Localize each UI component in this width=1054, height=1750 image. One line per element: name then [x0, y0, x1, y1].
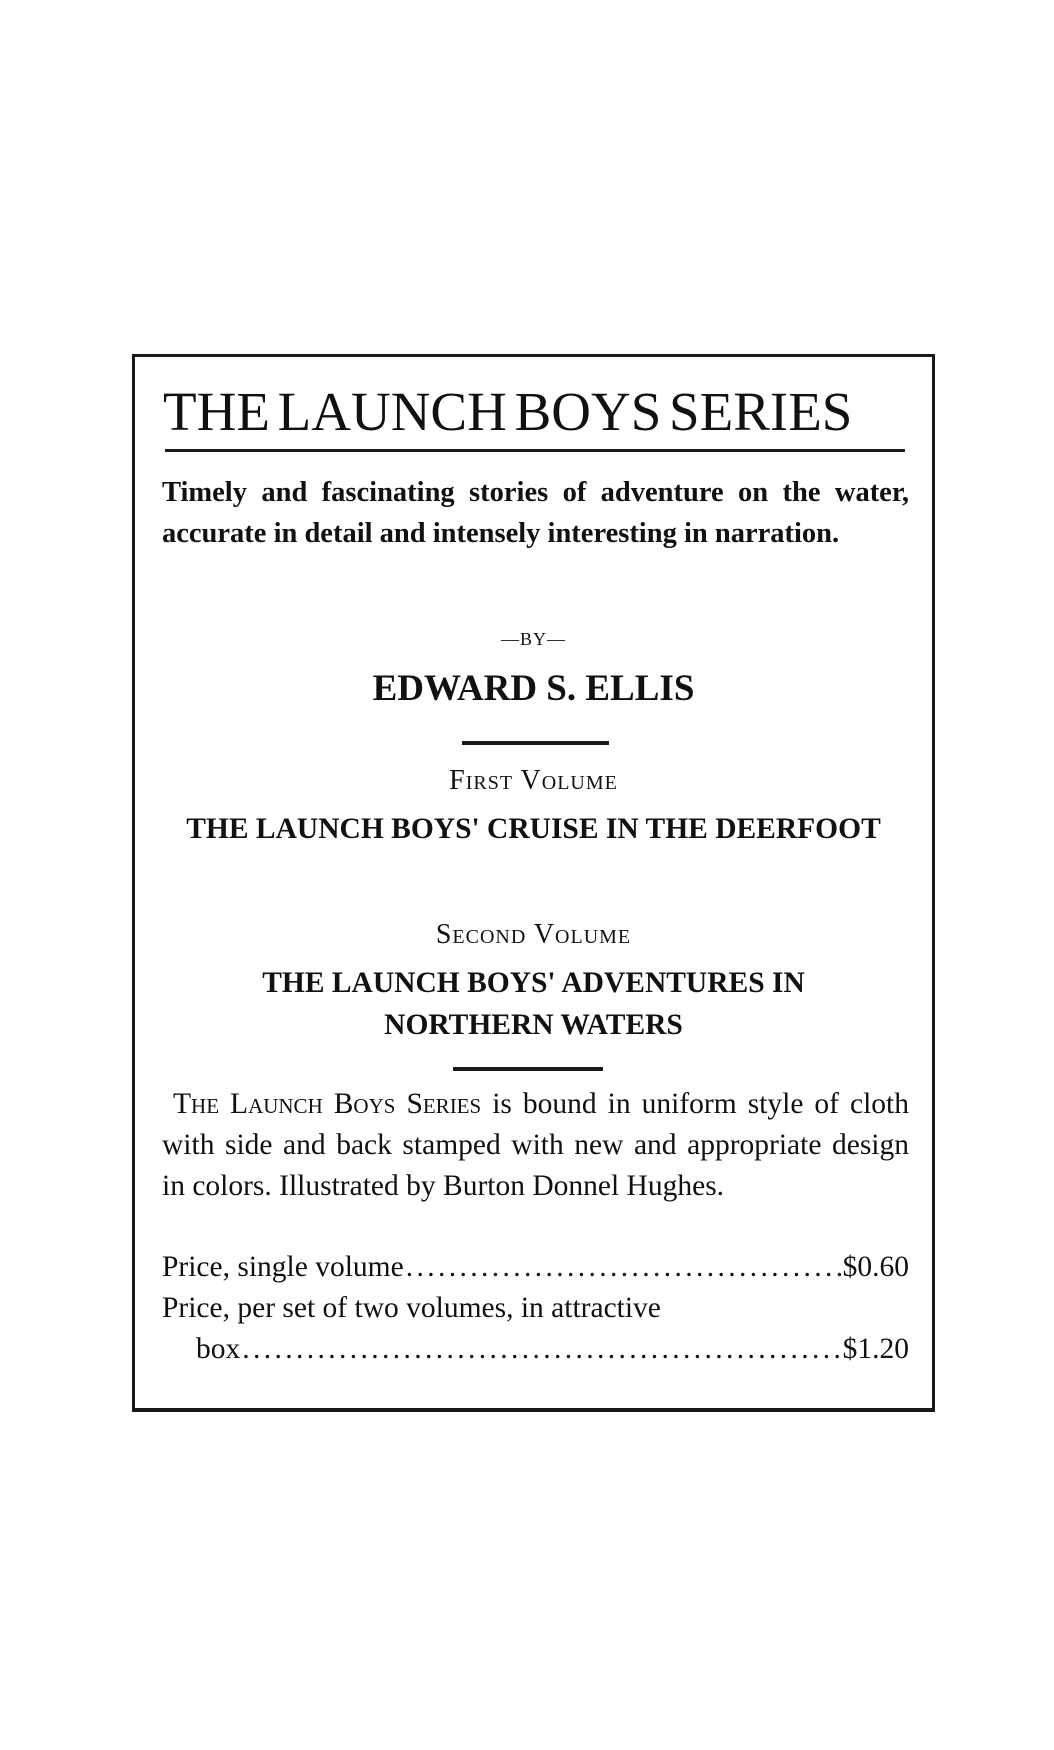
- series-name: The Launch Boys Series: [173, 1088, 482, 1120]
- price-set-label-line: Price, per set of two volumes, in attractive: [162, 1292, 661, 1324]
- dot-leader: [242, 1329, 840, 1370]
- price-single-label: Price, single volume: [162, 1251, 404, 1283]
- volume-title: THE LAUNCH BOYS' CRUISE IN THE DEERFOOT: [186, 813, 881, 845]
- author-name: EDWARD S. ELLIS: [372, 668, 695, 709]
- dot-leader: [406, 1247, 841, 1288]
- price-single-row: [162, 1247, 909, 1288]
- price-list: [162, 1247, 909, 1370]
- by-line: —BY—: [500, 629, 566, 649]
- volume-label: Second Volume: [435, 919, 632, 950]
- binding-description: [162, 1084, 909, 1207]
- divider-rule: [462, 741, 609, 745]
- price-set-label: box: [196, 1333, 241, 1365]
- series-title: THE LAUNCH BOYS SERIES: [163, 381, 853, 442]
- volume-title: THE LAUNCH BOYS' ADVENTURES IN NORTHERN WATERS: [262, 967, 805, 1041]
- divider-rule: [453, 1067, 603, 1071]
- volume-label: First Volume: [449, 765, 618, 796]
- binding-text: is bound in uniform style of cloth with side and back stamped with new and appropriate design in colors. Illustrated by Burton Donnel Hughes.: [162, 1088, 909, 1202]
- price-set-value: $1.20: [842, 1333, 909, 1365]
- series-description: Timely and fascinating stories of adventure on the water, accurate in detail and intensely interesting in narration.: [162, 477, 909, 549]
- title-rule: [165, 449, 905, 452]
- price-set-row: [162, 1329, 909, 1370]
- advertisement-box: [132, 354, 935, 1412]
- price-single-value: $0.60: [842, 1251, 909, 1283]
